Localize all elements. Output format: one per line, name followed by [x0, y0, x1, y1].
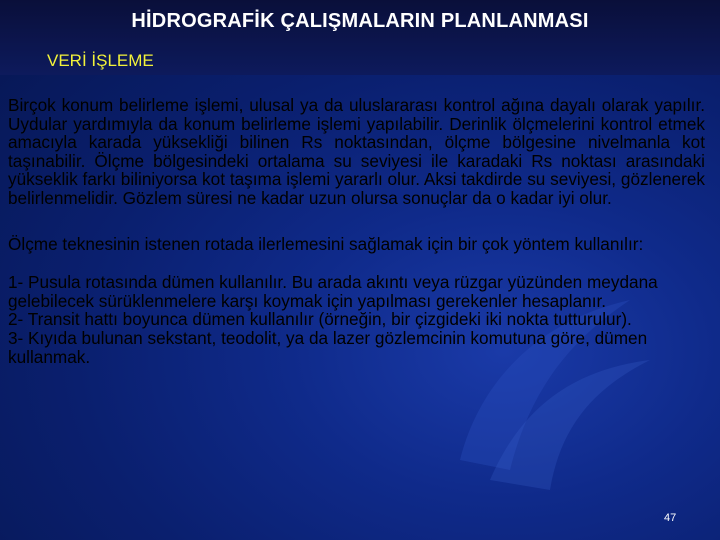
slide-title: HİDROGRAFİK ÇALIŞMALARIN PLANLANMASI — [131, 10, 589, 32]
page-number: 47 — [664, 512, 677, 524]
list-item: 2- Transit hattı boyunca dümen kullanılır (örneğin, bir çizgideki iki nokta tutturulur). — [8, 309, 632, 330]
body-paragraph: Birçok konum belirleme işlemi, ulusal ya da uluslararası kontrol ağına dayalı olarak yapılır. Uydular yardımıyla da konum belirleme işlemi yapılabilir. Derinlik ölçmelerini kontrol etmek amacıyla karada yüksekliği bilinen Rs noktasından, ölçme bölgesine nivelmanla kot taşınabilir. Ölçme bölgesindeki ortalama su seviyesi ile karadaki Rs noktası arasındaki yükseklik farkı biliniyorsa kot taşıma işlemi yararlı olur. Aksi takdirde su seviyesi, gözlenerek belirlenmelidir. Gözlem süresi ne kadar uzun olursa sonuçlar da o kadar iyi olur. — [8, 95, 705, 208]
list-item: 1- Pusula rotasında dümen kullanılır. Bu arada akıntı veya rüzgar yüzünden meydana gelebilecek sürüklenmelere karşı koymak için yapılması gerekenler hesaplanır. — [8, 272, 658, 311]
body-paragraph: Ölçme teknesinin istenen rotada ilerlemesini sağlamak için bir çok yöntem kullanılır: — [8, 233, 644, 254]
method-list — [8, 273, 705, 366]
list-item: 3- Kıyıda bulunan sekstant, teodolit, ya da lazer gözlemcinin komutuna göre, dümen kullanmak. — [8, 327, 648, 367]
slide-body — [8, 96, 705, 366]
slide-subtitle: VERİ İŞLEME — [47, 51, 154, 70]
